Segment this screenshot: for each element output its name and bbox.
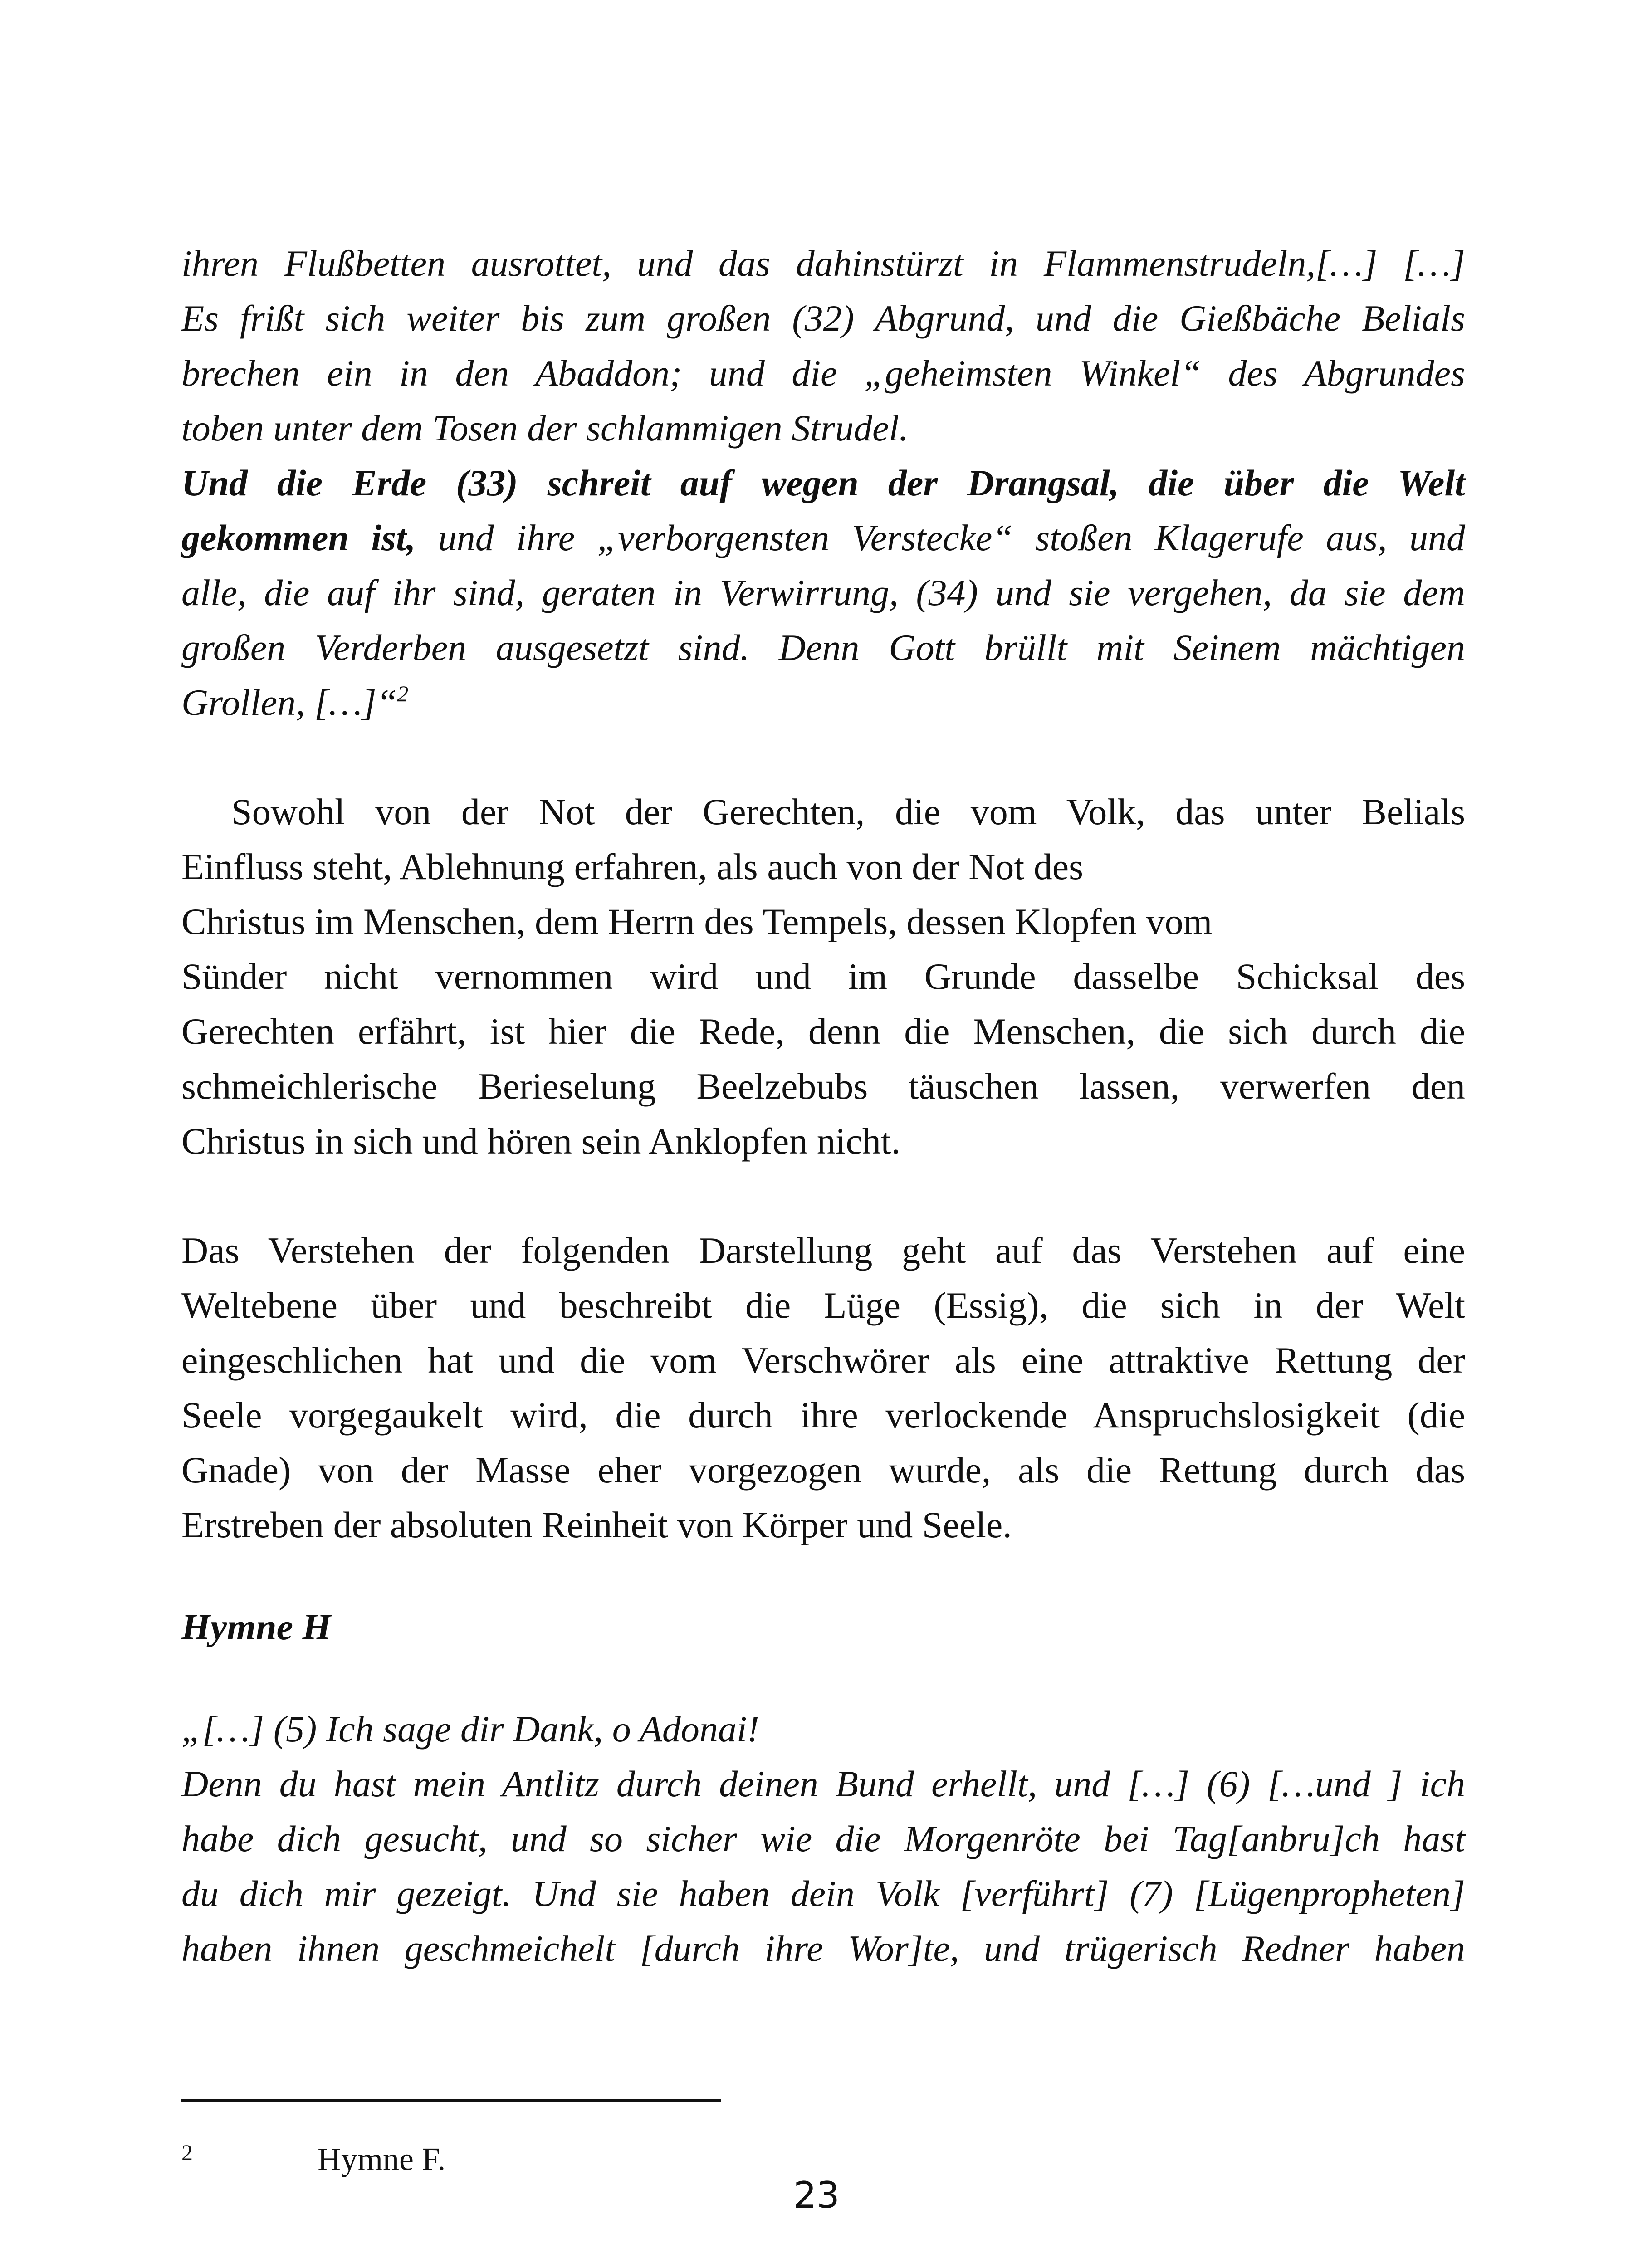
paragraph-line: Gerechten erfährt, ist hier die Rede, denn die Menschen, die sich durch die xyxy=(181,1011,1465,1052)
footnote-text: Hymne F. xyxy=(318,2141,446,2177)
quote-line: großen Verderben ausgesetzt sind. Denn Gott brüllt mit Seinem mächtigen xyxy=(181,627,1465,668)
quote-line-last xyxy=(181,675,1465,730)
quote-block xyxy=(181,236,1465,730)
hymn-line: „[…] (5) Ich sage dir Dank, o Adonai! xyxy=(181,1708,759,1750)
hymn-line: habe dich gesucht, und so sicher wie die Morgenröte bei Tag[anbru]ch hast xyxy=(181,1818,1465,1859)
paragraph-line: Sünder nicht vernommen wird und im Grunde dasselbe Schicksal des xyxy=(181,956,1465,997)
page-body xyxy=(181,236,1465,1976)
paragraph-line: Christus im Menschen, dem Herrn des Tempels, dessen Klopfen vom xyxy=(181,901,1213,942)
quote-line: alle, die auf ihr sind, geraten in Verwirrung, (34) und sie vergehen, da sie dem xyxy=(181,572,1465,613)
quote-line-bold: Und die Erde (33) schreit auf wegen der Drangsal, die über die Welt xyxy=(181,462,1465,503)
paragraph-line: Einfluss steht, Ablehnung erfahren, als auch von der Not des xyxy=(181,846,1084,887)
footnote-number: 2 xyxy=(181,2140,193,2165)
quote-line: brechen ein in den Abaddon; und die „geheimsten Winkel“ des Abgrundes xyxy=(181,352,1465,394)
paragraph-line: Das Verstehen der folgenden Darstellung geht auf das Verstehen auf eine xyxy=(181,1230,1465,1271)
paragraph-commentary xyxy=(181,784,1465,1168)
hymn-quote xyxy=(181,1701,1465,1976)
footnote-reference[interactable]: 2 xyxy=(397,681,409,706)
hymn-line: du dich mir gezeigt. Und sie haben dein Volk [verführt] (7) [Lügenpropheten] xyxy=(181,1873,1465,1914)
paragraph-line: Weltebene über und beschreibt die Lüge (Essig), die sich in der Welt xyxy=(181,1285,1465,1326)
quote-line: ihren Flußbetten ausrottet, und das dahinstürzt in Flammenstrudeln,[…] […] xyxy=(181,243,1465,284)
hymn-line: haben ihnen geschmeichelt [durch ihre Wor]te, und trügerisch Redner haben xyxy=(181,1928,1465,1969)
quote-fragment: Grollen, […]“ xyxy=(181,682,397,723)
paragraph-line: eingeschlichen hat und die vom Verschwörer als eine attraktive Rettung der xyxy=(181,1339,1465,1381)
paragraph-interpretation xyxy=(181,1223,1465,1552)
quote-fragment: und ihre „verborgensten Verstecke“ stoßen Klagerufe aus, und xyxy=(416,517,1466,558)
paragraph-line: schmeichlerische Berieselung Beelzebubs täuschen lassen, verwerfen den xyxy=(181,1066,1465,1107)
paragraph-line: Gnade) von der Masse eher vorgezogen wurde, als die Rettung durch das xyxy=(181,1449,1465,1491)
hymn-line: Denn du hast mein Antlitz durch deinen Bund erhellt, und […] (6) […und ] ich xyxy=(181,1763,1465,1804)
paragraph-line: Seele vorgegaukelt wird, die durch ihre verlockende Anspruchslosigkeit (die xyxy=(181,1394,1465,1436)
footnote-separator xyxy=(181,2099,721,2102)
quote-line-mixed xyxy=(181,510,1465,565)
paragraph-line: Sowohl von der Not der Gerechten, die vom Volk, das unter Belials xyxy=(231,791,1465,832)
page-number: 23 xyxy=(793,2174,840,2216)
quote-line: Es frißt sich weiter bis zum großen (32) Abgrund, und die Gießbäche Belials xyxy=(181,298,1465,339)
paragraph-line: Christus in sich und hören sein Anklopfen nicht. xyxy=(181,1120,901,1162)
quote-line: toben unter dem Tosen der schlammigen Strudel. xyxy=(181,407,909,449)
section-heading: Hymne H xyxy=(181,1606,332,1647)
quote-bold-fragment: gekommen ist, xyxy=(181,517,416,558)
paragraph-line: Erstreben der absoluten Reinheit von Körper und Seele. xyxy=(181,1504,1012,1545)
